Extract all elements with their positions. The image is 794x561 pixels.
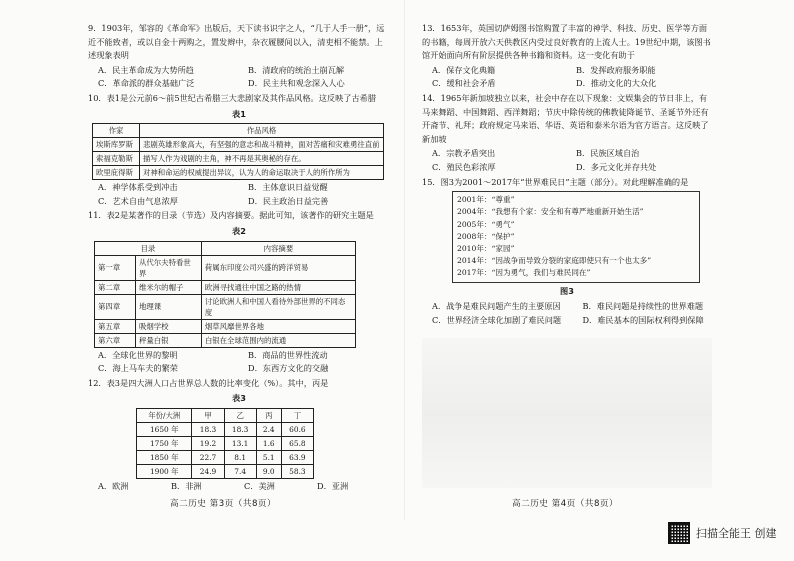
figure-row: 2017年：“因为勇气，我们与难民同在” — [457, 268, 591, 278]
figure-3-title: 图3 — [560, 285, 574, 296]
table-cell: 描写人作为戏剧的主角，神不再是其奥秘的存在。 — [140, 152, 384, 166]
figure-row: 2014年：“因战争而导致分裂的家庭即使只有一个也太多” — [457, 256, 652, 266]
question-10 — [88, 92, 390, 208]
option-c: C．美洲 — [244, 480, 275, 491]
option-c: C．革命派的群众基础广泛 — [98, 78, 195, 89]
table-2-header-contents: 目录 — [95, 241, 202, 255]
scanner-label: 扫描全能王 创建 — [696, 527, 777, 540]
option-a: A．欧洲 — [98, 480, 129, 491]
option-a: A．宗教矛盾突出 — [432, 148, 496, 159]
table-row — [93, 166, 384, 180]
table-cell: 第四章 — [95, 294, 136, 319]
table-row — [137, 436, 314, 450]
option-d: D．民主共和观念深入人心 — [248, 78, 345, 89]
page-fold-divider — [404, 0, 405, 520]
table-cell: 从代尔夫特看世界 — [136, 255, 202, 280]
option-b: B．民族区域自治 — [576, 148, 640, 159]
question-12-options — [98, 480, 390, 494]
figure-row: 2005年：“勇气” — [457, 219, 515, 229]
table-cell: 悲剧英雄形象高大，有坚强的意志和战斗精神，面对苦痛和灾难勇往直前 — [140, 138, 384, 152]
blank-page-area — [422, 338, 712, 488]
table-cell: 第六章 — [95, 333, 136, 347]
table-3-title: 表3 — [232, 393, 246, 404]
table-cell: 第二章 — [95, 280, 136, 294]
option-b: B．难民问题是持续性的世界难题 — [582, 301, 704, 312]
option-d: D．推动文化的大众化 — [576, 78, 657, 89]
option-b: B．商品的世界性流动 — [248, 349, 328, 360]
table-1-header-style: 作品风格 — [140, 124, 384, 138]
question-10-options — [98, 181, 390, 208]
option-c: C．艺术自由气息浓厚 — [98, 195, 178, 206]
table-cell: 24.9 — [192, 464, 224, 478]
option-c: C．殖民色彩浓厚 — [432, 161, 496, 172]
table-cell: 索福克勒斯 — [93, 152, 140, 166]
table-header: 丙 — [256, 408, 281, 422]
question-11-text: 11．表2是某著作的目录（节选）及内容摘要。据此可知，该著作的研究主题是 — [88, 210, 374, 221]
question-15-options — [432, 300, 712, 327]
table-row — [95, 333, 356, 347]
question-15-text: 15．图3为2001～2017年“世界难民日”主题（部分）。对此理解准确的是 — [422, 176, 689, 187]
option-a: A．保存文化典籍 — [432, 64, 496, 75]
table-1 — [92, 123, 384, 180]
left-page — [88, 22, 390, 495]
table-cell: 秤量白银 — [136, 333, 202, 347]
question-9-text: 9．1903年，邹容的《革命军》出版后，天下读书识字之人，“几于人手一册”，远近不能致者，或以自金十两购之，置发辫中，杂衣履腰间以入，清吏相不能禁。上述现象表明 — [88, 23, 385, 61]
table-row — [95, 255, 356, 280]
table-2-header-summary: 内容摘要 — [201, 241, 355, 255]
question-13-options — [432, 64, 712, 91]
option-b: B．主体意识日益觉醒 — [248, 182, 328, 193]
table-cell: 2.4 — [256, 422, 281, 436]
table-cell: 8.1 — [224, 450, 256, 464]
table-1-title: 表1 — [232, 108, 246, 119]
table-cell: 18.3 — [192, 422, 224, 436]
option-d: D．东西方文化的交融 — [248, 363, 329, 374]
option-a: A．神学体系受到冲击 — [98, 182, 178, 193]
table-cell: 1750 年 — [137, 436, 192, 450]
question-14-text: 14．1965年新加坡独立以来，社会中存在以下现象：文娱集会的节日非上，有马来舞蹈、中国舞蹈、西洋舞蹈；节庆中除传统的佛教徒降诞节、圣诞节外还有开斋节、礼拜；政府规定马来语、华语、英语和泰米尔语为官方语言。这反映了新加坡 — [422, 92, 709, 144]
table-cell: 荷属东印度公司兴盛的跨洋贸易 — [201, 255, 355, 280]
table-cell: 22.7 — [192, 450, 224, 464]
table-row — [137, 450, 314, 464]
table-row — [93, 138, 384, 152]
table-row — [95, 319, 356, 333]
table-cell: 地理课 — [136, 294, 202, 319]
table-cell: 1900 年 — [137, 464, 192, 478]
figure-3-box — [452, 191, 700, 282]
table-header: 年份/大洲 — [137, 408, 192, 422]
table-1-header-author: 作家 — [93, 124, 140, 138]
question-15 — [422, 176, 712, 328]
table-header: 甲 — [192, 408, 224, 422]
table-cell: 1650 年 — [137, 422, 192, 436]
page-footer-left: 高二历史 第3页（共8页） — [170, 499, 277, 509]
figure-row: 2010年：“家园” — [457, 243, 515, 253]
table-cell: 烟草风靡世界各地 — [201, 319, 355, 333]
right-page — [422, 22, 712, 328]
qr-code-icon — [668, 522, 690, 544]
table-cell: 63.9 — [281, 450, 313, 464]
question-14 — [422, 92, 712, 175]
option-d: D．亚洲 — [317, 480, 349, 491]
figure-row: 2004年：“我想有个家：安全和有尊严地重新开始生活” — [457, 207, 644, 217]
option-c: C．世界经济全球化加剧了难民问题 — [432, 314, 562, 325]
table-cell: 1.6 — [256, 436, 281, 450]
question-11-options — [98, 349, 390, 376]
table-cell: 对神和命运的权威提出异议，认为人的命运取决于人的所作所为 — [140, 166, 384, 180]
option-d: D．难民基本的国际权利得到保障 — [582, 314, 704, 325]
table-row — [137, 464, 314, 478]
table-header: 丁 — [281, 408, 313, 422]
table-cell: 1850 年 — [137, 450, 192, 464]
option-d: D．多元文化并存共处 — [576, 161, 657, 172]
question-13 — [422, 22, 712, 91]
table-2 — [94, 241, 356, 348]
page-footer-right: 高二历史 第4页（共8页） — [512, 499, 619, 509]
question-10-text: 10．表1是公元前6～前5世纪古希腊三大悲剧家及其作品风格。这反映了古希腊 — [88, 92, 377, 103]
table-2-title: 表2 — [232, 225, 246, 236]
table-row — [95, 294, 356, 319]
question-14-options — [432, 147, 712, 174]
table-cell: 讨论欧洲人和中国人看待外部世界的不同态度 — [201, 294, 355, 319]
table-3 — [136, 408, 314, 479]
table-row — [93, 152, 384, 166]
figure-row: 2008年：“保护” — [457, 231, 515, 241]
option-b: B．清政府的统治土崩瓦解 — [248, 64, 345, 75]
scanner-watermark — [668, 522, 777, 544]
table-cell: 60.6 — [281, 422, 313, 436]
question-11 — [88, 209, 390, 375]
option-c: C．缓和社会矛盾 — [432, 78, 496, 89]
question-13-text: 13．1653年，英国切萨姆图书馆购置了丰富的神学、科技、历史、医学等方面的书籍，每周开放六天供教区内受过良好教育的上流人士。19世纪中期，该图书馆开始面向所有阶层提供各种书籍和资料。这一变化有助于 — [422, 23, 711, 61]
table-cell: 白银在全球范围内的流通 — [201, 333, 355, 347]
option-a: A．全球化世界的黎明 — [98, 349, 178, 360]
table-cell: 13.1 — [224, 436, 256, 450]
table-row — [95, 280, 356, 294]
question-9 — [88, 22, 390, 91]
option-b: B．非洲 — [171, 480, 202, 491]
table-cell: 第五章 — [95, 319, 136, 333]
option-b: B．发挥政府服务职能 — [576, 64, 656, 75]
table-cell: 维米尔的帽子 — [136, 280, 202, 294]
table-row — [137, 422, 314, 436]
table-cell: 第一章 — [95, 255, 136, 280]
question-12 — [88, 377, 390, 494]
figure-row: 2001年：“尊重” — [457, 195, 515, 205]
table-cell: 欧里庇得斯 — [93, 166, 140, 180]
table-header: 乙 — [224, 408, 256, 422]
table-cell: 5.1 — [256, 450, 281, 464]
table-cell: 欧洲寻找通往中国之路的热情 — [201, 280, 355, 294]
table-cell: 19.2 — [192, 436, 224, 450]
table-cell: 58.3 — [281, 464, 313, 478]
option-c: C．海上马车夫的繁荣 — [98, 363, 178, 374]
question-9-options — [98, 64, 390, 91]
option-d: D．民主政治日益完善 — [248, 195, 329, 206]
table-cell: 吸烟学校 — [136, 319, 202, 333]
table-cell: 9.0 — [256, 464, 281, 478]
table-cell: 65.8 — [281, 436, 313, 450]
table-cell: 7.4 — [224, 464, 256, 478]
option-a: A．民主革命成为大势所趋 — [98, 64, 194, 75]
table-cell: 18.3 — [224, 422, 256, 436]
question-12-text: 12．表3是四大洲人口占世界总人数的比率变化（%）。其中，丙是 — [88, 377, 329, 388]
table-cell: 埃斯库罗斯 — [93, 138, 140, 152]
option-a: A．战争是难民问题产生的主要原因 — [432, 301, 561, 312]
